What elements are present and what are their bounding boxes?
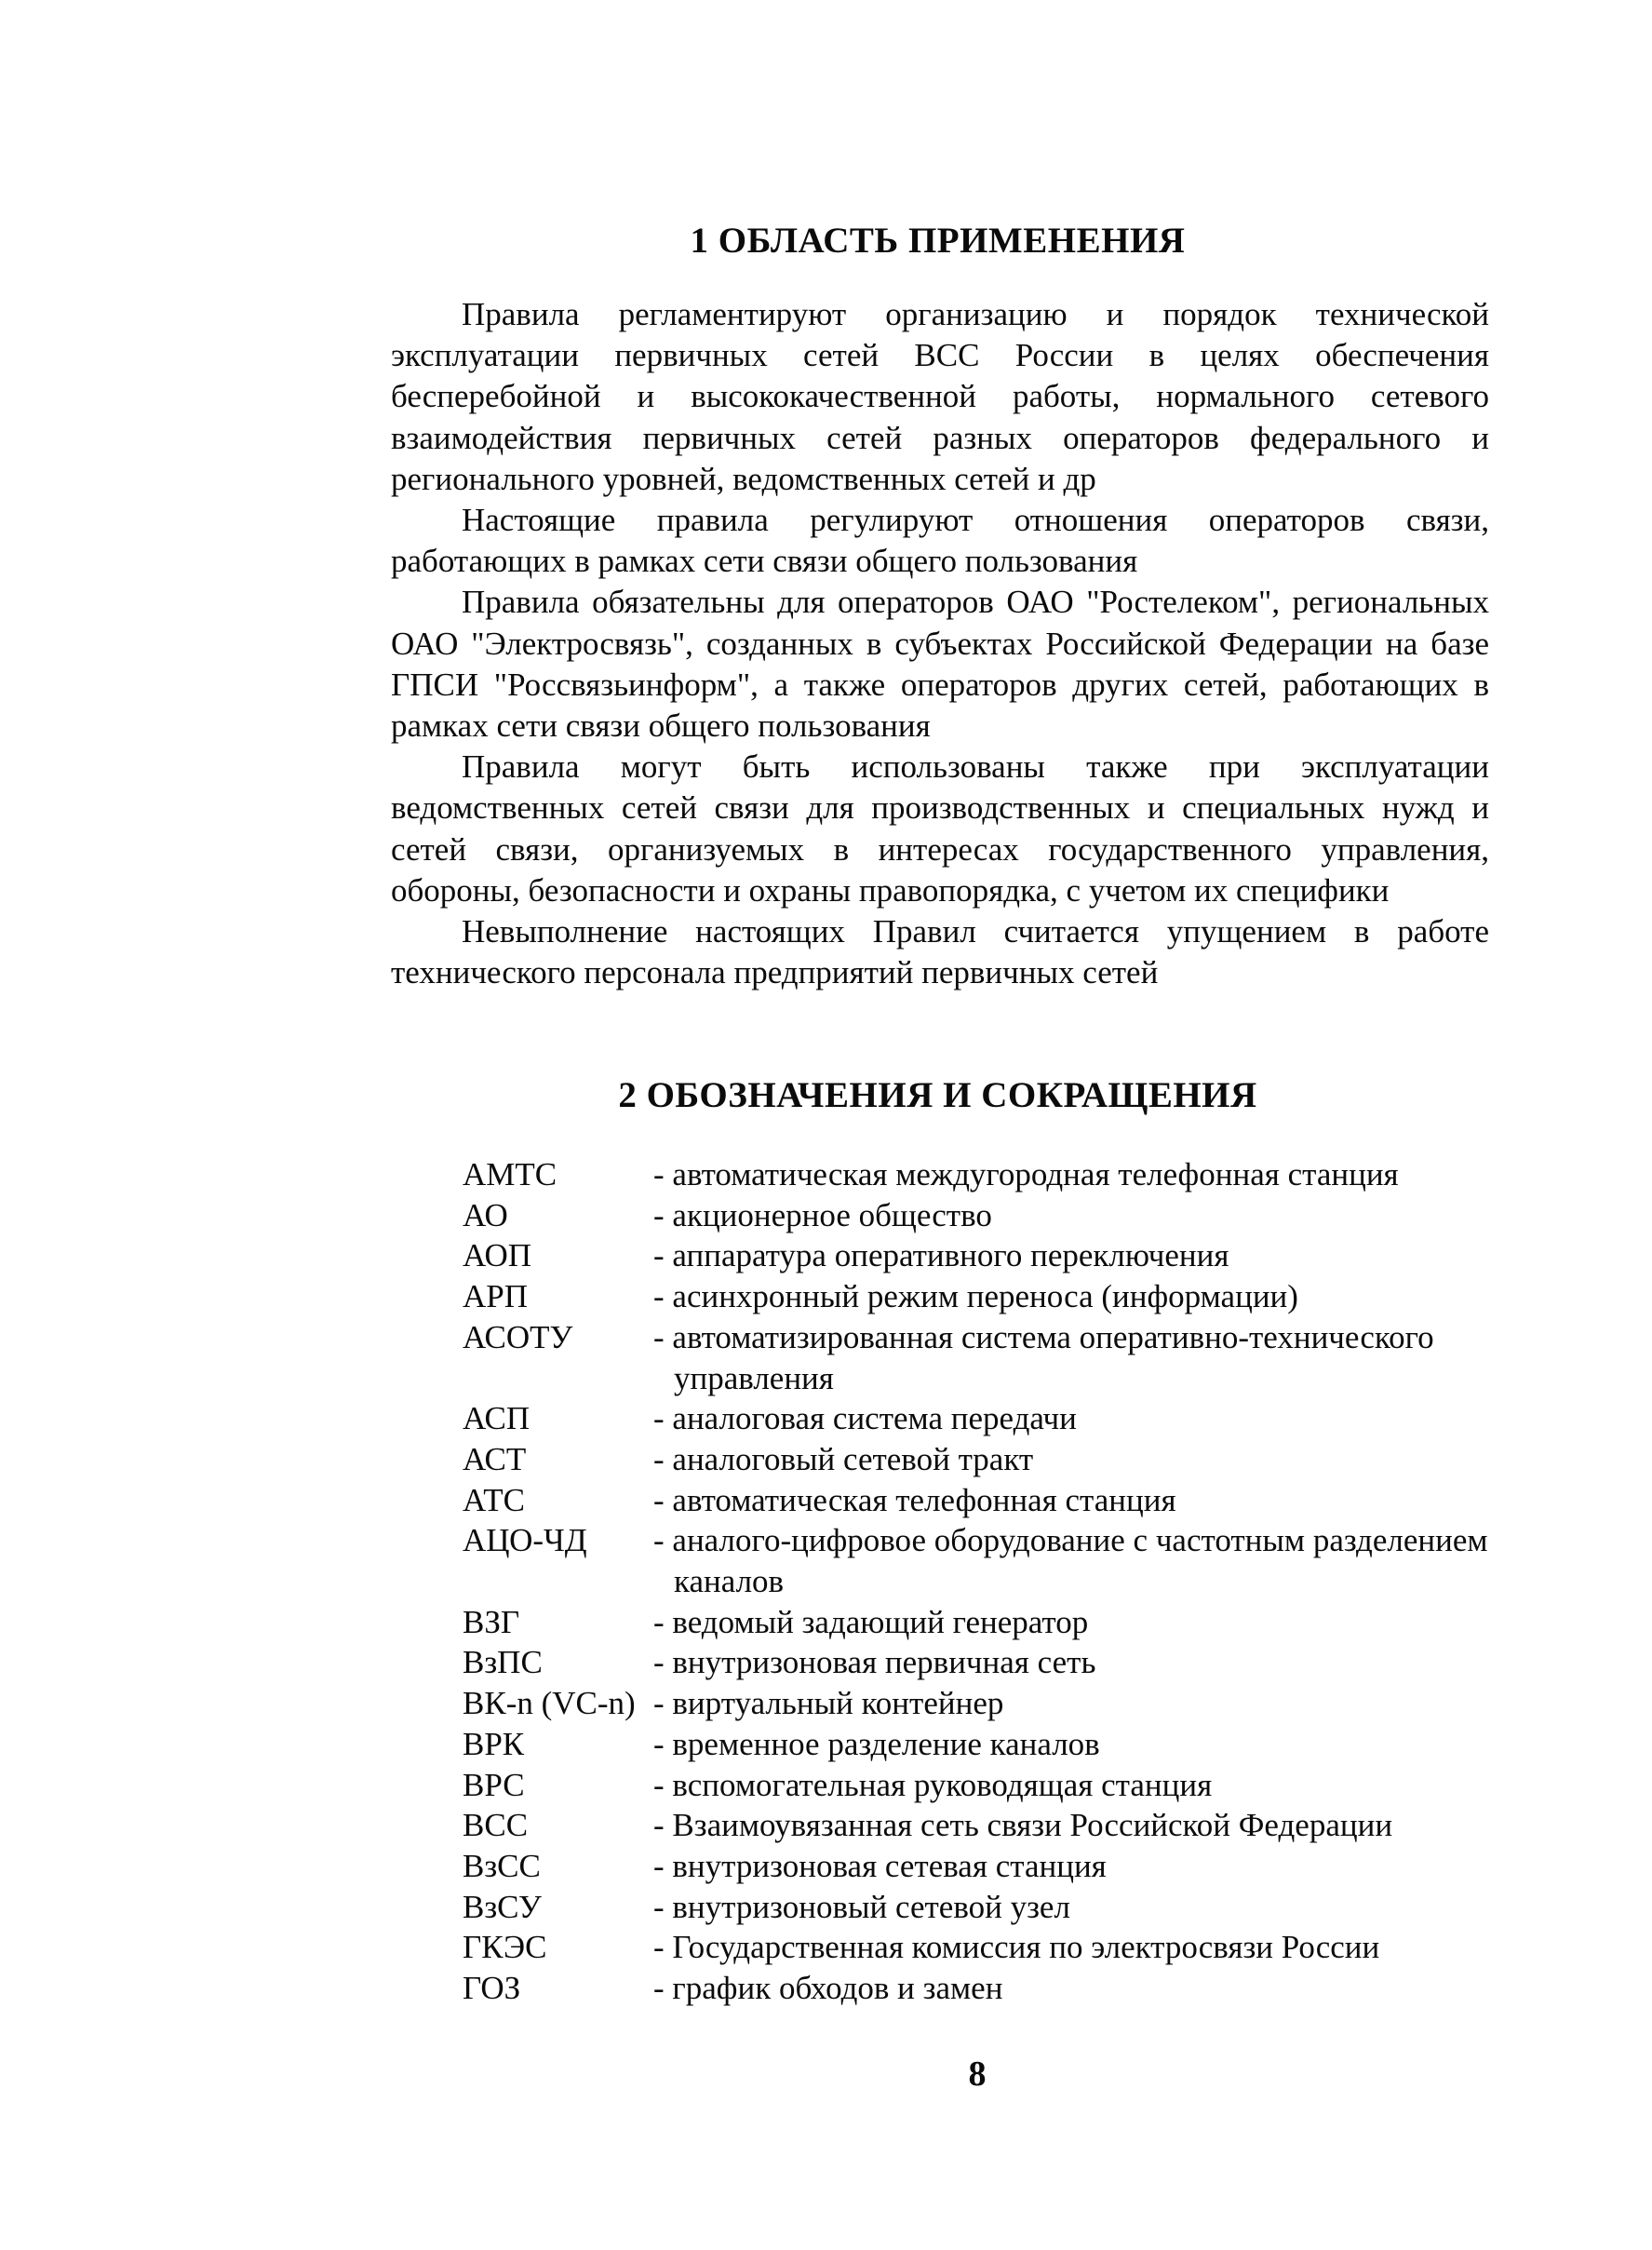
abbreviation-definition: - автоматическая телефонная станция <box>653 1481 1176 1518</box>
abbreviation-term: АОП <box>463 1237 532 1274</box>
abbreviation-row <box>463 1642 1496 1683</box>
abbreviation-term: ГОЗ <box>463 1970 521 2007</box>
abbreviation-definition: - аппаратура оперативного переключения <box>653 1237 1229 1274</box>
abbreviation-definition: - виртуальный контейнер <box>653 1685 1004 1722</box>
abbreviation-definition: - внутризоновая первичная сеть <box>653 1644 1096 1681</box>
abbreviation-row <box>463 1439 1496 1480</box>
abbreviation-row <box>463 1927 1496 1968</box>
abbreviation-term: АСП <box>463 1400 531 1437</box>
abbreviation-definition: - внутризоновый сетевой узел <box>653 1888 1070 1925</box>
abbreviation-term: АРП <box>463 1278 529 1315</box>
abbreviation-definition: - Государственная комиссия по электросвязи России <box>653 1929 1380 1966</box>
abbreviation-term: АО <box>463 1196 508 1233</box>
abbreviation-term: АТС <box>463 1481 525 1518</box>
paragraph: Правила регламентируют организацию и порядок технической эксплуатации первичных сетей ВСС России в целях обеспечения бесперебойной и высококачественной работы, нормального сетевого взаимодействия первичных сетей разных операторов федерального и регионального уровней, ведомственных сетей и др <box>391 296 1489 497</box>
abbreviation-row <box>463 1480 1496 1521</box>
abbreviation-definition: - автоматизированная система оперативно-технического управления <box>653 1318 1434 1396</box>
abbreviation-definition: - временное разделение каналов <box>653 1725 1100 1762</box>
abbreviation-definition: - асинхронный режим переноса (информации) <box>653 1278 1298 1315</box>
abbreviation-row <box>463 1317 1496 1398</box>
abbreviation-term: АСОТУ <box>463 1318 573 1355</box>
abbreviation-row <box>463 1602 1496 1643</box>
abbreviation-term: ГКЭС <box>463 1929 547 1966</box>
abbreviation-term: ВзПС <box>463 1644 543 1681</box>
abbreviation-row <box>463 1968 1496 2009</box>
page-number: 8 <box>968 2055 987 2094</box>
abbreviation-term: ВК-n (VC-n) <box>463 1685 636 1722</box>
abbreviation-term: ВРК <box>463 1725 525 1762</box>
abbreviation-row <box>463 1276 1496 1317</box>
abbreviation-row <box>463 1235 1496 1276</box>
abbreviation-term: ВСС <box>463 1807 529 1844</box>
abbreviation-term: АЦО-ЧД <box>463 1522 587 1559</box>
abbreviation-definition: - вспомогательная руководящая станция <box>653 1766 1213 1803</box>
abbreviation-term: ВЗГ <box>463 1603 520 1640</box>
paragraph: Невыполнение настоящих Правил считается упущением в работе технического персонала предприятий первичных сетей <box>391 913 1489 991</box>
abbreviation-term: ВРС <box>463 1766 525 1803</box>
abbreviation-definition: - акционерное общество <box>653 1196 992 1233</box>
abbreviation-row <box>463 1154 1496 1195</box>
paragraph: Настоящие правила регулируют отношения операторов связи, работающих в рамках сети связи общего пользования <box>391 502 1489 580</box>
abbreviation-definition: - автоматическая междугородная телефонная станция <box>653 1156 1399 1192</box>
abbreviation-row <box>463 1765 1496 1806</box>
abbreviation-row <box>463 1195 1496 1236</box>
paragraph: Правила могут быть использованы также при эксплуатации ведомственных сетей связи для производственных и специальных нужд и сетей связи, организуемых в интересах государственного управления, обороны, безопасности и охраны правопорядка, с учетом их специфики <box>391 748 1489 909</box>
section-1-title: 1 ОБЛАСТЬ ПРИМЕНЕНИЯ <box>690 221 1186 261</box>
abbreviation-definition: - внутризоновая сетевая станция <box>653 1847 1107 1884</box>
paragraph: Правила обязательны для операторов ОАО "Ростелеком", региональных ОАО "Электросвязь", созданных в субъектах Российской Федерации на базе ГПСИ "Россвязьинформ", а также операторов других сетей, работающих в рамках сети связи общего пользования <box>391 584 1489 745</box>
abbreviation-definition: - Взаимоувязанная сеть связи Российской Федерации <box>653 1807 1393 1844</box>
abbreviation-definition: - аналого-цифровое оборудование с частотным разделением каналов <box>653 1522 1488 1600</box>
abbreviation-definition: - аналоговая система передачи <box>653 1400 1077 1437</box>
abbreviation-term: АСТ <box>463 1440 527 1477</box>
abbreviation-row <box>463 1398 1496 1439</box>
abbreviation-row <box>463 1846 1496 1887</box>
abbreviation-row <box>463 1887 1496 1928</box>
abbreviation-row <box>463 1683 1496 1724</box>
abbreviation-list <box>463 1154 1496 2009</box>
abbreviation-term: ВзСС <box>463 1847 541 1884</box>
abbreviation-definition: - ведомый задающий генератор <box>653 1603 1089 1640</box>
abbreviation-definition: - график обходов и замен <box>653 1970 1003 2007</box>
abbreviation-term: ВзСУ <box>463 1888 542 1925</box>
section-1-body <box>391 294 1489 993</box>
abbreviation-definition: - аналоговый сетевой тракт <box>653 1440 1034 1477</box>
abbreviation-row <box>463 1724 1496 1765</box>
section-2-title: 2 ОБОЗНАЧЕНИЯ И СОКРАЩЕНИЯ <box>618 1075 1257 1115</box>
abbreviation-row <box>463 1805 1496 1846</box>
abbreviation-term: АМТС <box>463 1156 557 1192</box>
abbreviation-row <box>463 1520 1496 1601</box>
